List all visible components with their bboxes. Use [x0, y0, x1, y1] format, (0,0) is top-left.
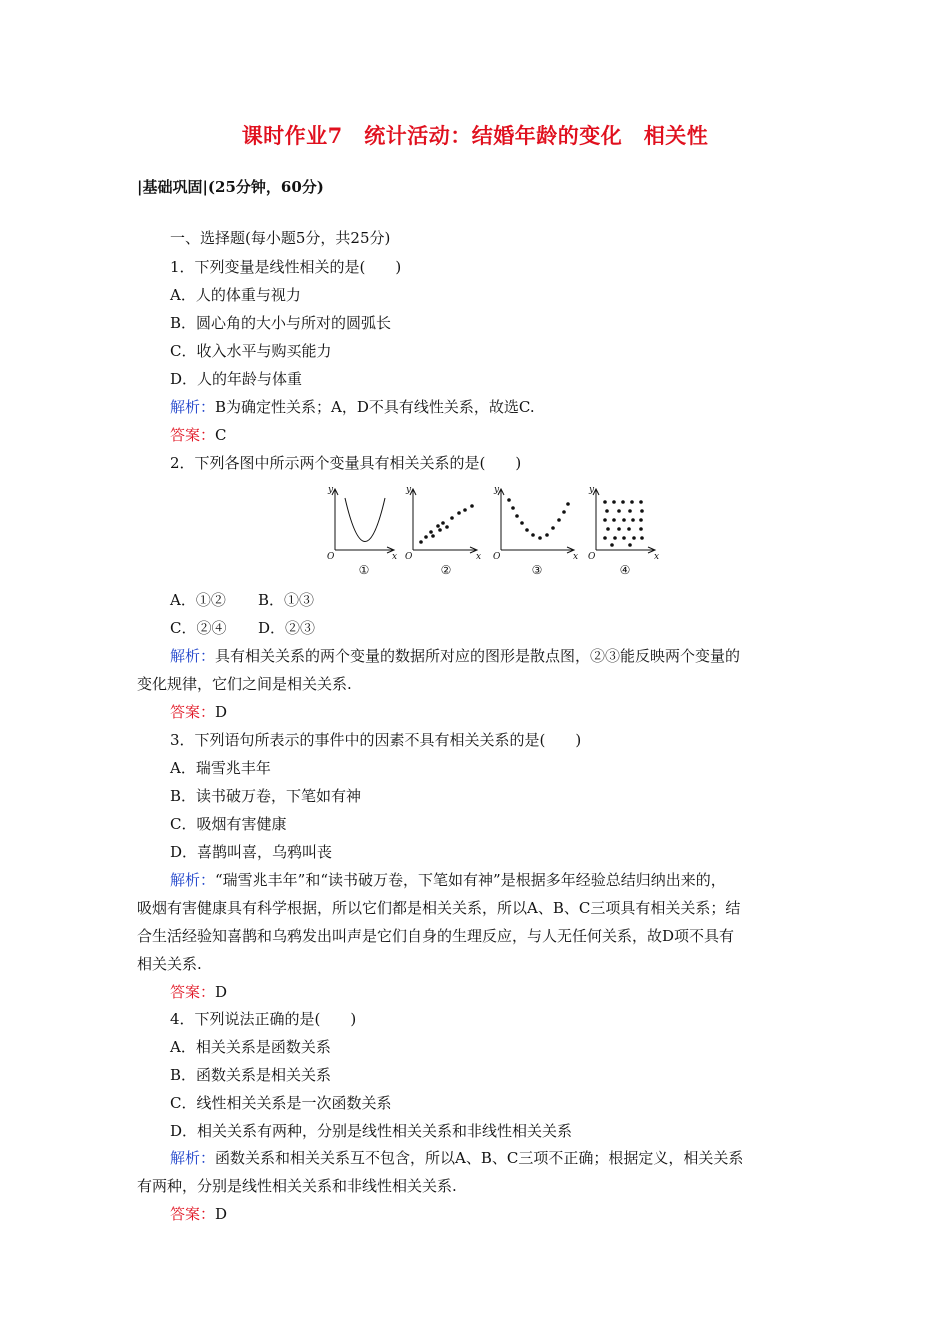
graph-3-x-label: x [573, 552, 579, 562]
q3-option-a: A．瑞雪兆丰年 [170, 759, 271, 777]
graph-2-label: ② [440, 563, 452, 577]
analysis-label: 解析： [170, 398, 216, 416]
page-title: 课时作业7 统计活动：结婚年龄的变化 相关性 [241, 123, 709, 148]
q2-option-a: A．①② [170, 591, 226, 609]
q2-analysis-line-2: 变化规律，它们之间是相关关系. [137, 675, 352, 693]
q1-stem: 1．下列变量是线性相关的是( ) [170, 258, 402, 276]
q3-option-c: C．吸烟有害健康 [170, 815, 287, 833]
q1-option-c: C．收入水平与购买能力 [170, 342, 332, 360]
analysis-text: B为确定性关系；A，D不具有线性关系，故选C. [215, 398, 535, 416]
q1-option-b: B．圆心角的大小与所对的圆弧长 [170, 314, 392, 332]
analysis-label: 解析： [170, 871, 216, 889]
graph-2-y-label: y [406, 485, 412, 495]
graph-1-x-label: x [392, 552, 398, 562]
q4-option-b: B．函数关系是相关关系 [170, 1066, 332, 1084]
answer-text: D [215, 1205, 228, 1223]
q3-analysis-line-4: 相关关系. [137, 955, 202, 973]
graph-3-label: ③ [531, 563, 543, 577]
graph-4-x-label: x [654, 552, 660, 562]
q4-analysis-line-1 [170, 1148, 743, 1168]
q3-analysis-line-1 [170, 870, 726, 890]
q3-stem: 3．下列语句所表示的事件中的因素不具有相关关系的是( ) [170, 731, 582, 749]
graph-1-y-label: y [328, 485, 334, 495]
graph-1-curve [345, 498, 385, 542]
analysis-label: 解析： [170, 1149, 216, 1167]
q2-analysis-line-1 [170, 646, 740, 666]
q4-answer [170, 1204, 227, 1224]
graph-1-origin: O [327, 552, 335, 562]
q2-option-b: B．①③ [258, 591, 315, 609]
q2-option-c: C．②④ [170, 619, 227, 637]
answer-label: 答案： [170, 426, 216, 444]
q2-stem: 2．下列各图中所示两个变量具有相关关系的是( ) [170, 454, 522, 472]
analysis-text: 函数关系和相关关系互不包含，所以A、B、C三项不正确；根据定义，相关关系 [215, 1149, 744, 1167]
section-heading: |基础巩固|(25分钟，60分) [137, 178, 324, 196]
part-heading: 一、选择题(每小题5分，共25分) [170, 229, 391, 247]
q2-options-row-1 [170, 590, 314, 610]
analysis-text: 具有相关关系的两个变量的数据所对应的图形是散点图，②③能反映两个变量的 [215, 647, 741, 665]
q4-analysis-line-2: 有两种，分别是线性相关关系和非线性相关关系. [137, 1177, 457, 1195]
q1-analysis [170, 397, 535, 417]
answer-text: C [215, 426, 227, 444]
q3-option-b: B．读书破万卷，下笔如有神 [170, 787, 362, 805]
analysis-text: “瑞雪兆丰年”和“读书破万卷，下笔如有神”是根据多年经验总结归纳出来的， [215, 871, 726, 889]
q1-answer [170, 425, 227, 445]
q2-options-row-2 [170, 618, 315, 638]
q2-answer [170, 702, 227, 722]
q4-option-d: D．相关关系有两种，分别是线性相关关系和非线性相关关系 [170, 1122, 573, 1140]
answer-text: D [215, 983, 228, 1001]
q4-option-c: C．线性相关关系是一次函数关系 [170, 1094, 392, 1112]
graph-4-origin: O [588, 552, 596, 562]
q3-answer [170, 982, 227, 1002]
q4-stem: 4．下列说法正确的是( ) [170, 1010, 357, 1028]
q3-analysis-line-3: 合生活经验知喜鹊和乌鸦发出叫声是它们自身的生理反应，与人无任何关系，故D项不具有 [137, 927, 735, 945]
scatter-graphs-figure [320, 480, 670, 580]
q3-option-d: D．喜鹊叫喜，乌鸦叫丧 [170, 843, 333, 861]
q3-analysis-line-2: 吸烟有害健康具有科学根据，所以它们都是相关关系，所以A、B、C三项具有相关关系；结 [137, 899, 741, 917]
graph-3-y-label: y [494, 485, 500, 495]
q1-option-d: D．人的年龄与体重 [170, 370, 303, 388]
graph-3-origin: O [493, 552, 501, 562]
answer-label: 答案： [170, 983, 216, 1001]
q1-option-a: A．人的体重与视力 [170, 286, 301, 304]
graph-2-origin: O [405, 552, 413, 562]
graph-4-y-label: y [589, 485, 595, 495]
answer-label: 答案： [170, 1205, 216, 1223]
graph-4-label: ④ [619, 563, 631, 577]
graph-2-x-label: x [476, 552, 482, 562]
answer-text: D [215, 703, 228, 721]
graph-1-label: ① [358, 563, 370, 577]
answer-label: 答案： [170, 703, 216, 721]
q2-option-d: D．②③ [258, 619, 316, 637]
analysis-label: 解析： [170, 647, 216, 665]
q4-option-a: A．相关关系是函数关系 [170, 1038, 331, 1056]
